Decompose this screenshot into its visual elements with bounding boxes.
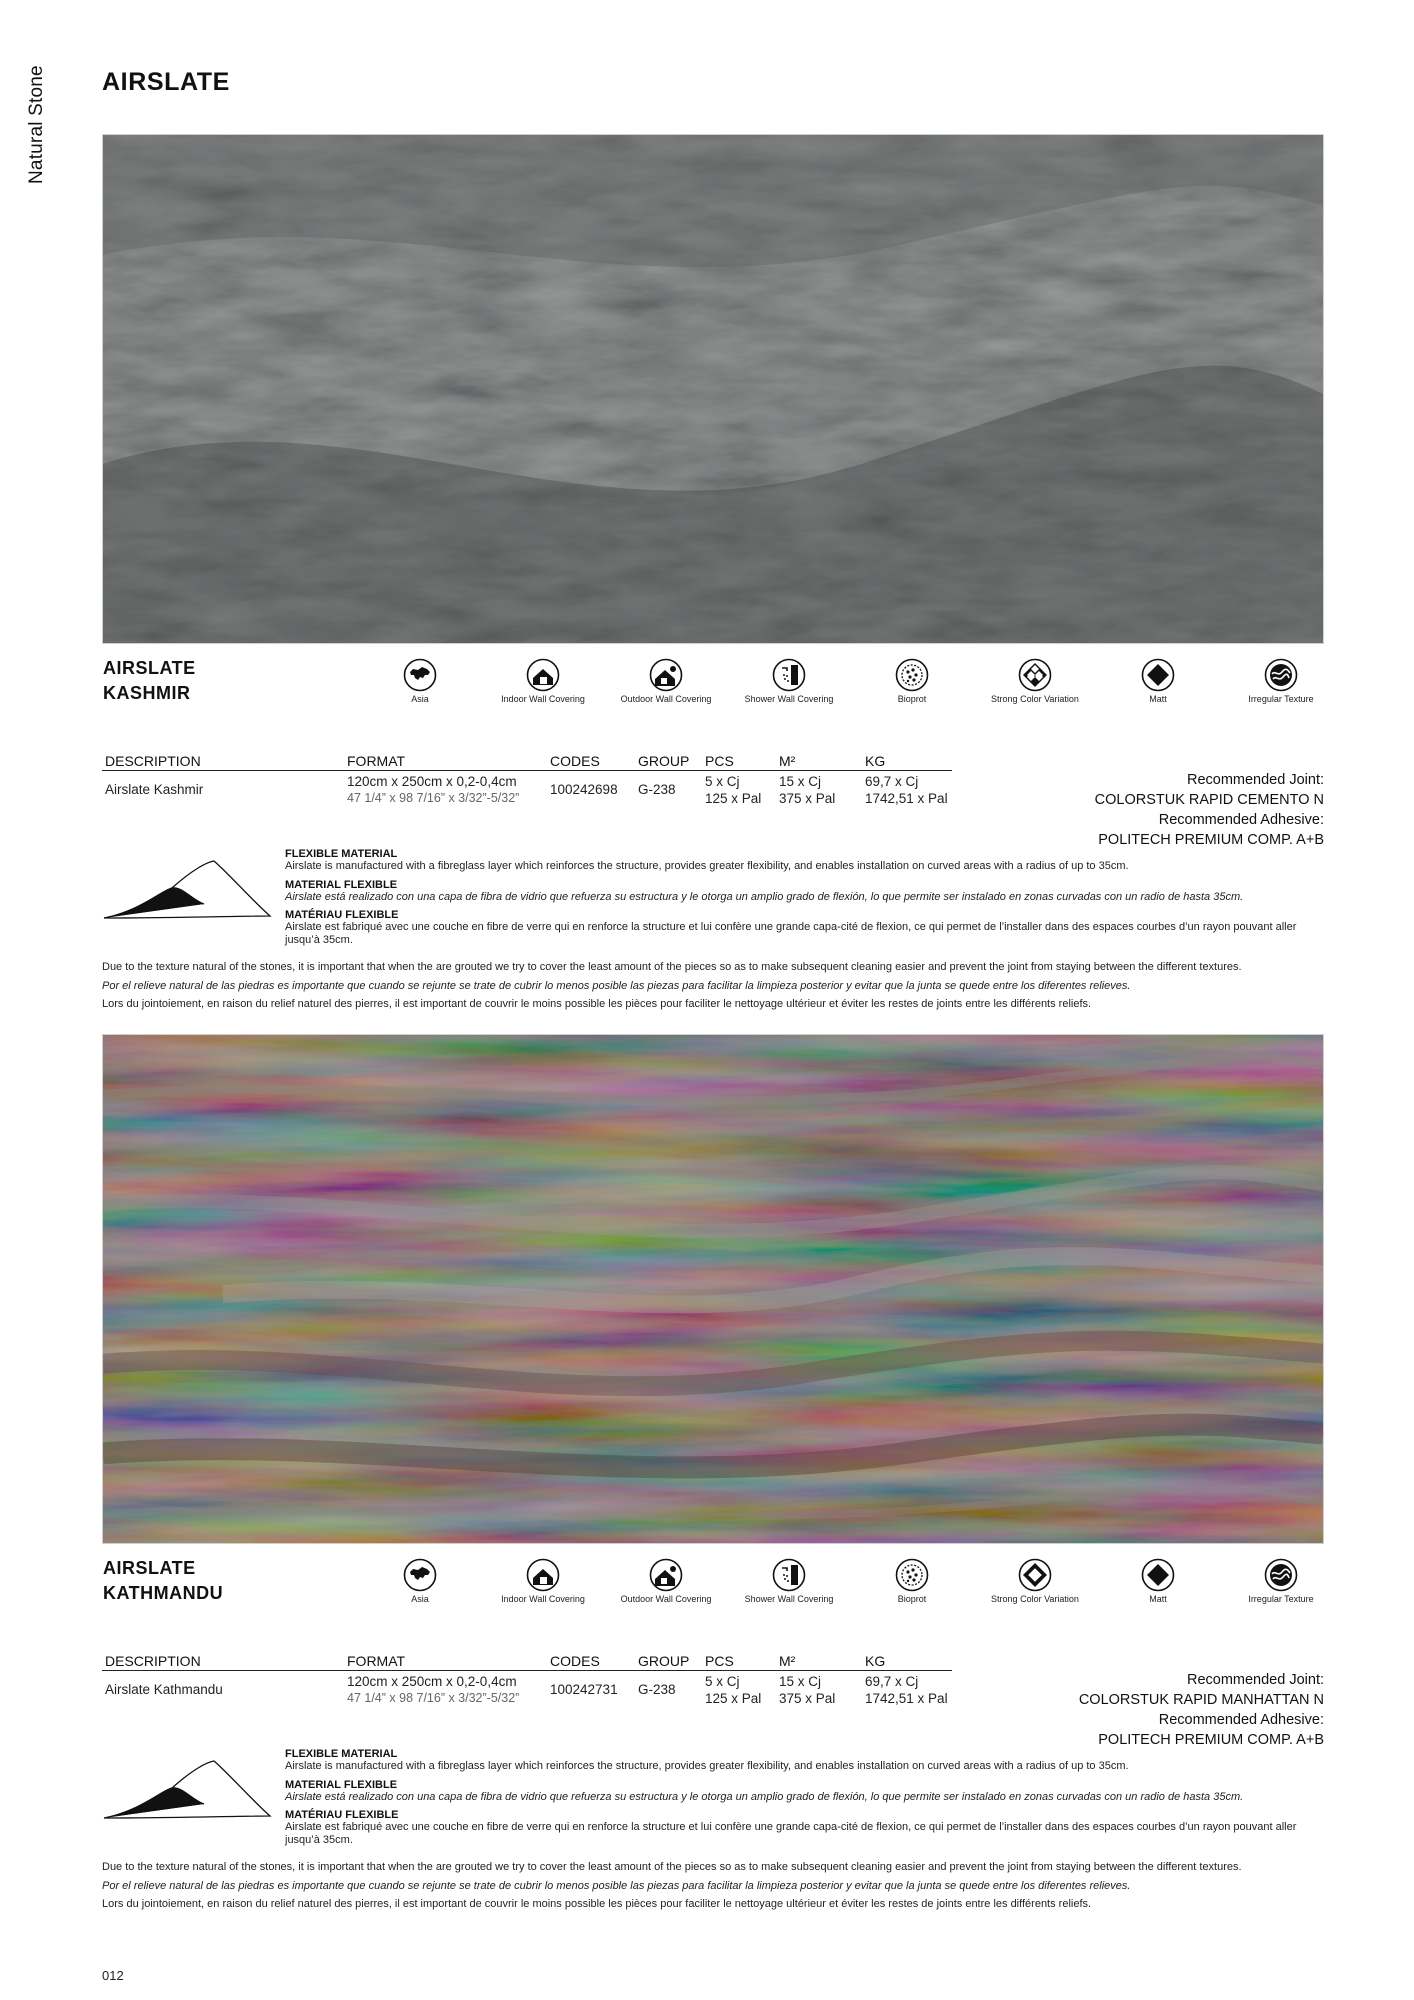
feature-shower-wall (741, 1558, 837, 1604)
pcs-cell (702, 770, 776, 807)
format-metric: 120cm x 250cm x 0,2-0,4cm (347, 1673, 517, 1689)
feature-label: Shower Wall Covering (744, 1594, 834, 1604)
color-variation-icon (1018, 1558, 1052, 1592)
spec-table-header (102, 750, 952, 770)
note-fr: Lors du jointoiement, en raison du relief naturel des pierres, il est important de couvrir le moins possible les pièces pour faciliter le nettoyage ultérieur et éviter les restes de joints entre les différents reliefs. (102, 998, 1092, 1010)
page-number: 012 (102, 1968, 124, 1983)
feature-matt (1110, 1558, 1206, 1604)
stone-texture-kashmir (103, 135, 1323, 643)
product-name-line2: KATHMANDU (103, 1583, 224, 1603)
description-cell: Airslate Kashmir (105, 782, 204, 797)
m2-pallet: 375 x Pal (779, 790, 836, 806)
feature-label: Irregular Texture (1248, 694, 1314, 704)
format-cell (344, 770, 547, 807)
indoor-wall-icon (526, 658, 560, 692)
spec-table (102, 1650, 952, 1707)
outdoor-wall-icon (649, 658, 683, 692)
column-header: DESCRIPTION (102, 1650, 344, 1670)
table-row (102, 770, 952, 807)
feature-label: Asia (411, 694, 429, 704)
pcs-pallet: 125 x Pal (705, 790, 762, 806)
flexible-sheet-illustration (102, 860, 272, 920)
m2-cell (776, 1670, 862, 1707)
column-header: CODES (547, 750, 635, 770)
pcs-box: 5 x Cj (705, 1673, 740, 1689)
flexible-sheet-illustration (102, 1760, 272, 1820)
flexible-text-es: Airslate está realizado con una capa de fibra de vidrio que refuerza su estructura y le otorga un amplio grado de flexión, lo que permite ser instalado en zonas curvadas con un radio de hasta 35cm. (285, 1790, 1244, 1803)
description-cell: Airslate Kathmandu (105, 1682, 223, 1697)
shower-icon (772, 658, 806, 692)
color-variation-icon (1018, 658, 1052, 692)
irregular-texture-icon (1264, 1558, 1298, 1592)
spec-table-header (102, 1650, 952, 1670)
flexible-title-es: MATERIAL FLEXIBLE (285, 1778, 398, 1791)
note-es: Por el relieve natural de las piedras es importante que cuando se rejunte se trate de cubrir lo menos posible las piezas para facilitar la limpieza posterior y evitar que la junta se quede entre los diferentes relieves. (102, 979, 1131, 992)
column-header: M² (776, 750, 862, 770)
group-cell: G-238 (638, 1682, 676, 1697)
column-header: FORMAT (344, 750, 547, 770)
pcs-box: 5 x Cj (705, 773, 740, 789)
flexible-text-en: Airslate is manufactured with a fibreglass layer which reinforces the structure, provides greater flexibility, and enables installation on curved areas with a radius of up to 35cm. (285, 860, 1129, 872)
feature-irregular-texture (1233, 1558, 1329, 1604)
feature-color-variation (987, 1558, 1083, 1604)
product-image-kashmir (102, 134, 1324, 644)
column-header: PCS (702, 750, 776, 770)
flexible-title-en: FLEXIBLE MATERIAL (285, 848, 398, 860)
format-metric: 120cm x 250cm x 0,2-0,4cm (347, 773, 517, 789)
note-en: Due to the texture natural of the stones, it is important that when the are grouted we try to cover the least amount of the pieces so as to make subsequent cleaning easier and prevent the joint from staying between the different textures. (102, 1861, 1242, 1873)
stone-texture-kathmandu (103, 1035, 1323, 1543)
m2-box: 15 x Cj (779, 1673, 822, 1689)
feature-color-variation (987, 658, 1083, 704)
flexible-title-es: MATERIAL FLEXIBLE (285, 878, 398, 891)
product-name-line1: AIRSLATE (103, 658, 196, 678)
flexible-title-fr: MATÉRIAU FLEXIBLE (285, 909, 399, 921)
product-name-line1: AIRSLATE (103, 1558, 196, 1578)
feature-asia (372, 1558, 468, 1604)
note-es: Por el relieve natural de las piedras es importante que cuando se rejunte se trate de cubrir lo menos posible las piezas para facilitar la limpieza posterior y evitar que la junta se quede entre los diferentes relieves. (102, 1879, 1131, 1892)
bioprot-icon (895, 1558, 929, 1592)
table-row (102, 1670, 952, 1707)
feature-label: Irregular Texture (1248, 1594, 1314, 1604)
product-image-kathmandu (102, 1034, 1324, 1544)
flexible-text-es: Airslate está realizado con una capa de fibra de vidrio que refuerza su estructura y le otorga un amplio grado de flexión, lo que permite ser instalado en zonas curvadas con un radio de hasta 35cm. (285, 890, 1244, 903)
kg-box: 69,7 x Cj (865, 1673, 919, 1689)
column-header: M² (776, 1650, 862, 1670)
adhesive-value: POLITECH PREMIUM COMP. A+B (1098, 832, 1324, 848)
kg-pallet: 1742,51 x Pal (865, 790, 948, 806)
pcs-cell (702, 1670, 776, 1707)
feature-label: Asia (411, 1594, 429, 1604)
adhesive-value: POLITECH PREMIUM COMP. A+B (1098, 1732, 1324, 1748)
feature-label: Bioprot (897, 694, 927, 704)
page-title: AIRSLATE (102, 68, 230, 96)
feature-label: Matt (1149, 1594, 1167, 1604)
flexible-text-en: Airslate is manufactured with a fibreglass layer which reinforces the structure, provides greater flexibility, and enables installation on curved areas with a radius of up to 35cm. (285, 1760, 1129, 1772)
bioprot-icon (895, 658, 929, 692)
adhesive-label: Recommended Adhesive: (1158, 812, 1324, 828)
feature-asia (372, 658, 468, 704)
product-name (103, 656, 196, 706)
feature-label: Outdoor Wall Covering (620, 1594, 712, 1604)
feature-label: Outdoor Wall Covering (620, 694, 712, 704)
feature-indoor-wall (495, 658, 591, 704)
matt-icon (1141, 658, 1175, 692)
note-fr: Lors du jointoiement, en raison du relief naturel des pierres, il est important de couvrir le moins possible les pièces pour faciliter le nettoyage ultérieur et éviter les restes de joints entre les différents reliefs. (102, 1898, 1092, 1910)
recommendations (1079, 1670, 1324, 1750)
asia-map-icon (403, 1558, 437, 1592)
code-cell: 100242731 (550, 1682, 618, 1697)
column-header: GROUP (635, 750, 702, 770)
feature-label: Bioprot (897, 1594, 927, 1604)
feature-irregular-texture (1233, 658, 1329, 704)
feature-icons (372, 1558, 1332, 1622)
feature-label: Strong Color Variation (991, 694, 1079, 704)
flexible-material-info (285, 848, 1330, 952)
column-header: CODES (547, 1650, 635, 1670)
feature-label: Shower Wall Covering (744, 694, 834, 704)
feature-icons (372, 658, 1332, 722)
product-card-kathmandu (102, 1034, 1324, 1910)
column-header: PCS (702, 1650, 776, 1670)
adhesive-label: Recommended Adhesive: (1158, 1712, 1324, 1728)
joint-value: COLORSTUK RAPID MANHATTAN N (1078, 1692, 1324, 1708)
product-card-kashmir (102, 134, 1324, 1010)
irregular-texture-icon (1264, 658, 1298, 692)
code-cell: 100242698 (550, 782, 618, 797)
format-imperial: 47 1/4” x 98 7/16” x 3/32”-5/32” (347, 1690, 520, 1705)
format-cell (344, 1670, 547, 1707)
feature-label: Matt (1149, 694, 1167, 704)
column-header: KG (862, 750, 952, 770)
feature-bioprot (864, 1558, 960, 1604)
kg-cell (862, 770, 952, 807)
kg-pallet: 1742,51 x Pal (865, 1690, 948, 1706)
feature-label: Strong Color Variation (991, 1594, 1079, 1604)
flexible-title-fr: MATÉRIAU FLEXIBLE (285, 1809, 399, 1821)
column-header: FORMAT (344, 1650, 547, 1670)
feature-label: Indoor Wall Covering (501, 694, 585, 704)
product-name-line2: KASHMIR (103, 683, 191, 703)
grouting-notes (102, 958, 1324, 1014)
flexible-title-en: FLEXIBLE MATERIAL (285, 1748, 398, 1760)
product-name (103, 1556, 223, 1606)
flexible-material-info (285, 1748, 1330, 1852)
recommendations (1095, 770, 1324, 850)
joint-label: Recommended Joint: (1186, 772, 1324, 788)
feature-label: Indoor Wall Covering (501, 1594, 585, 1604)
matt-icon (1141, 1558, 1175, 1592)
feature-shower-wall (741, 658, 837, 704)
format-imperial: 47 1/4” x 98 7/16” x 3/32”-5/32” (347, 790, 520, 805)
joint-value: COLORSTUK RAPID CEMENTO N (1094, 792, 1324, 808)
indoor-wall-icon (526, 1558, 560, 1592)
joint-label: Recommended Joint: (1186, 1672, 1324, 1688)
column-header: GROUP (635, 1650, 702, 1670)
column-header: KG (862, 1650, 952, 1670)
spec-table (102, 750, 952, 807)
section-label: Natural Stone (26, 65, 47, 184)
kg-box: 69,7 x Cj (865, 773, 919, 789)
m2-cell (776, 770, 862, 807)
feature-bioprot (864, 658, 960, 704)
outdoor-wall-icon (649, 1558, 683, 1592)
group-cell: G-238 (638, 782, 676, 797)
pcs-pallet: 125 x Pal (705, 1690, 762, 1706)
grouting-notes (102, 1858, 1324, 1914)
feature-matt (1110, 658, 1206, 704)
feature-outdoor-wall (618, 1558, 714, 1604)
shower-icon (772, 1558, 806, 1592)
column-header: DESCRIPTION (102, 750, 344, 770)
flexible-text-fr: Airslate est fabriqué avec une couche en fibre de verre qui en renforce la structure et lui confère une grande capa-cité de flexion, ce qui permet de l’installer dans des espaces courbes d’un rayon pouvant aller jusqu’à 35cm. (285, 1821, 1297, 1846)
note-en: Due to the texture natural of the stones, it is important that when the are grouted we try to cover the least amount of the pieces so as to make subsequent cleaning easier and prevent the joint from staying between the different textures. (102, 961, 1242, 973)
asia-map-icon (403, 658, 437, 692)
feature-outdoor-wall (618, 658, 714, 704)
m2-box: 15 x Cj (779, 773, 822, 789)
feature-indoor-wall (495, 1558, 591, 1604)
m2-pallet: 375 x Pal (779, 1690, 836, 1706)
kg-cell (862, 1670, 952, 1707)
flexible-text-fr: Airslate est fabriqué avec une couche en fibre de verre qui en renforce la structure et lui confère une grande capa-cité de flexion, ce qui permet de l’installer dans des espaces courbes d’un rayon pouvant aller jusqu’à 35cm. (285, 921, 1297, 946)
